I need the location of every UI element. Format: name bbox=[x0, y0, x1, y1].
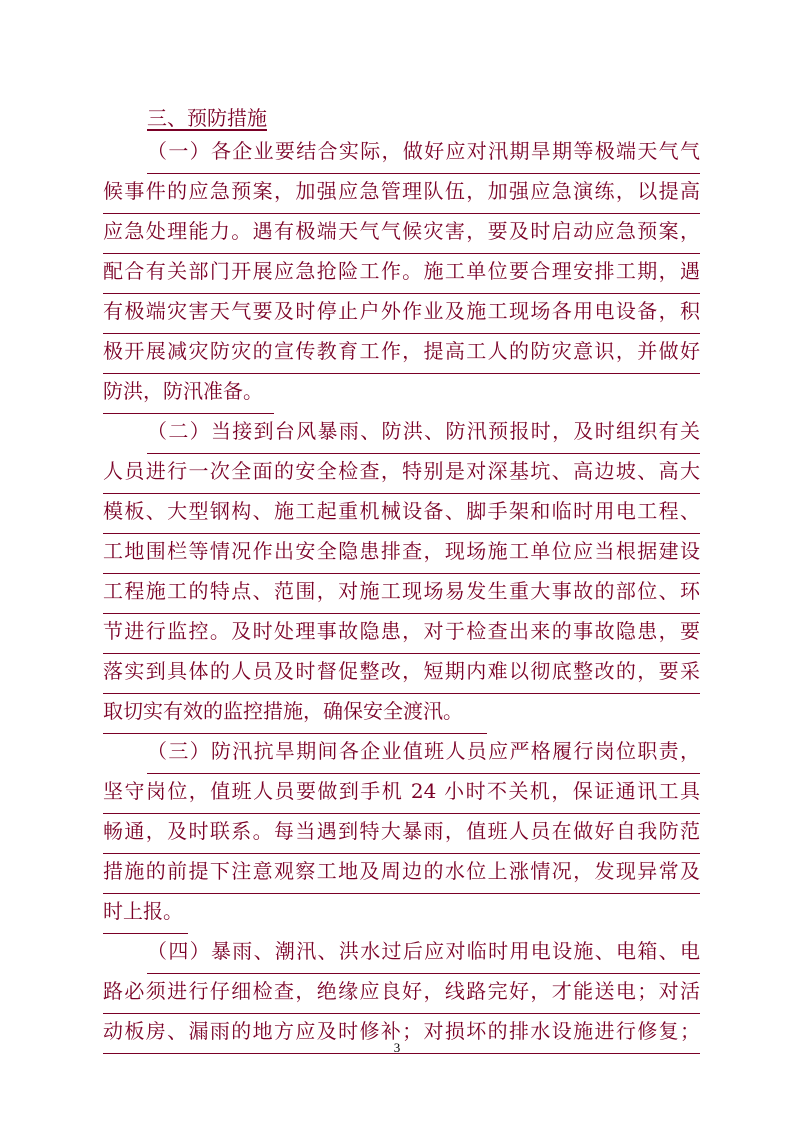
text-line: 坚守岗位，值班人员要做到手机 24 小时不关机，保证通讯工具 bbox=[103, 774, 700, 814]
section-heading: 三、预防措施 bbox=[147, 106, 267, 130]
text-line: 取切实有效的监控措施，确保安全渡汛。 bbox=[103, 694, 487, 734]
text-line: 工地围栏等情况作出安全隐患排查，现场施工单位应当根据建设 bbox=[103, 534, 700, 574]
text-line: 有极端灾害天气要及时停止户外作业及施工现场各用电设备，积 bbox=[103, 294, 700, 334]
text-line: 工程施工的特点、范围，对施工现场易发生重大事故的部位、环 bbox=[103, 574, 700, 614]
text-line: （二）当接到台风暴雨、防洪、防汛预报时，及时组织有关 bbox=[147, 414, 700, 454]
text-line: 极开展减灾防灾的宣传教育工作，提高工人的防灾意识，并做好 bbox=[103, 334, 700, 374]
text-line: 措施的前提下注意观察工地及周边的水位上涨情况，发现异常及 bbox=[103, 854, 700, 894]
text-line: 时上报。 bbox=[103, 894, 188, 934]
text-line: 畅通，及时联系。每当遇到特大暴雨，值班人员在做好自我防范 bbox=[103, 814, 700, 854]
page-number: 3 bbox=[393, 1040, 401, 1055]
text-line: 动板房、漏雨的地方应及时修补；对损坏的排水设施进行修复； bbox=[103, 1014, 700, 1054]
text-line: （一）各企业要结合实际，做好应对汛期旱期等极端天气气 bbox=[147, 134, 700, 174]
text-line: 配合有关部门开展应急抢险工作。施工单位要合理安排工期，遇 bbox=[103, 254, 700, 294]
text-line: 应急处理能力。遇有极端天气气候灾害，要及时启动应急预案， bbox=[103, 214, 700, 254]
text-line: （四）暴雨、潮汛、洪水过后应对临时用电设施、电箱、电 bbox=[147, 934, 700, 974]
text-line: （三）防汛抗旱期间各企业值班人员应严格履行岗位职责， bbox=[147, 734, 700, 774]
text-line: 人员进行一次全面的安全检查，特别是对深基坑、高边坡、高大 bbox=[103, 454, 700, 494]
text-line: 模板、大型钢构、施工起重机械设备、脚手架和临时用电工程、 bbox=[103, 494, 700, 534]
text-line: 防洪，防汛准备。 bbox=[103, 374, 274, 414]
text-line: 路必须进行仔细检查，绝缘应良好，线路完好，才能送电；对活 bbox=[103, 974, 700, 1014]
text-line: 落实到具体的人员及时督促整改，短期内难以彻底整改的，要采 bbox=[103, 654, 700, 694]
text-line: 节进行监控。及时处理事故隐患，对于检查出来的事故隐患，要 bbox=[103, 614, 700, 654]
text-line: 候事件的应急预案，加强应急管理队伍，加强应急演练，以提高 bbox=[103, 174, 700, 214]
